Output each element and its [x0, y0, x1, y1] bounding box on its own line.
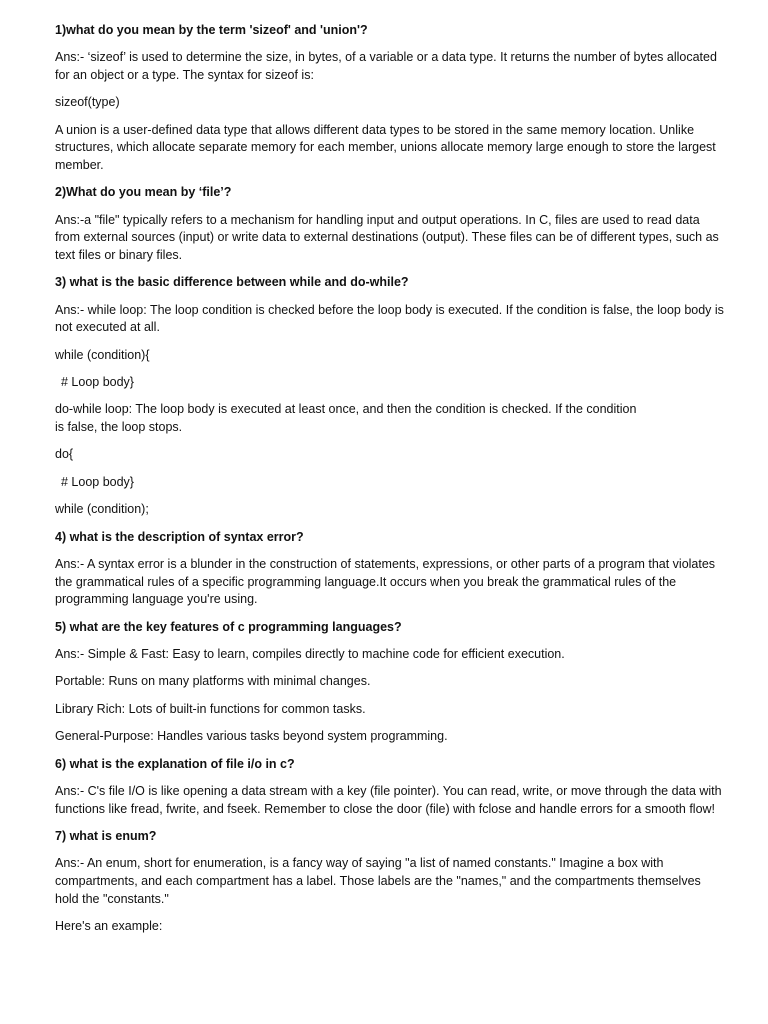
answer-paragraph: General-Purpose: Handles various tasks beyond system programming.	[55, 729, 448, 744]
answer-paragraph: Ans:- C's file I/O is like opening a data stream with a key (file pointer). You can read, write, or move through the data with functions like fread, fwrite, and fseek. Remember to close the door (file) with fclose and handle errors for a smooth flow!	[55, 783, 726, 816]
document-page	[55, 22, 728, 945]
question-heading: 2)What do you mean by ‘file’?	[55, 185, 232, 200]
answer-paragraph: Ans:- An enum, short for enumeration, is a fancy way of saying "a list of named constants." Imagine a box with compartments, and each compartment has a label. Those labels are the "names," and the compartments themselves hold the "constants."	[55, 856, 705, 906]
code-line: sizeof(type)	[55, 95, 120, 110]
answer-paragraph: Ans:-a "file" typically refers to a mechanism for handling input and output operations. In C, files are used to read data from external sources (input) or write data to external destinations (output). These files can be of different types, such as text files or binary files.	[55, 212, 723, 262]
answer-paragraph: do-while loop: The loop body is executed at least once, and then the condition is checked. If the condition is false, the loop stops.	[55, 402, 637, 435]
question-heading: 3) what is the basic difference between while and do-while?	[55, 275, 409, 290]
answer-paragraph: Library Rich: Lots of built-in functions for common tasks.	[55, 701, 366, 716]
code-line: while (condition){	[55, 347, 150, 362]
question-heading: 5) what are the key features of c programming languages?	[55, 619, 402, 634]
answer-paragraph: Portable: Runs on many platforms with minimal changes.	[55, 674, 371, 689]
question-heading: 1)what do you mean by the term 'sizeof' and 'union'?	[55, 23, 368, 37]
question-heading: 6) what is the explanation of file i/o in c?	[55, 756, 295, 771]
answer-paragraph: Ans:- Simple & Fast: Easy to learn, compiles directly to machine code for efficient execution.	[55, 646, 565, 661]
answer-paragraph: Ans:- ‘sizeof’ is used to determine the size, in bytes, of a variable or a data type. It returns the number of bytes allocated for an object or a type. The syntax for sizeof is:	[55, 50, 721, 82]
answer-paragraph: Ans:- while loop: The loop condition is checked before the loop body is executed. If the condition is false, the loop body is not executed at all.	[55, 302, 728, 335]
code-line: # Loop body}	[61, 474, 134, 489]
code-line: while (condition);	[55, 502, 149, 517]
code-line: # Loop body}	[61, 375, 134, 390]
answer-paragraph: A union is a user-defined data type that allows different data types to be stored in the same memory location. Unlike structures, which allocate separate memory for each member, unions allocate memory large enough to store the largest member.	[55, 122, 720, 172]
question-heading: 4) what is the description of syntax error?	[55, 529, 304, 544]
code-line: do{	[55, 447, 74, 462]
answer-paragraph: Ans:- A syntax error is a blunder in the construction of statements, expressions, or other parts of a program that violates the grammatical rules of a specific programming language.It occurs when you break the grammatical rules of the programming language you're using.	[55, 557, 719, 607]
answer-paragraph: Here's an example:	[55, 918, 163, 933]
question-heading: 7) what is enum?	[55, 828, 157, 843]
